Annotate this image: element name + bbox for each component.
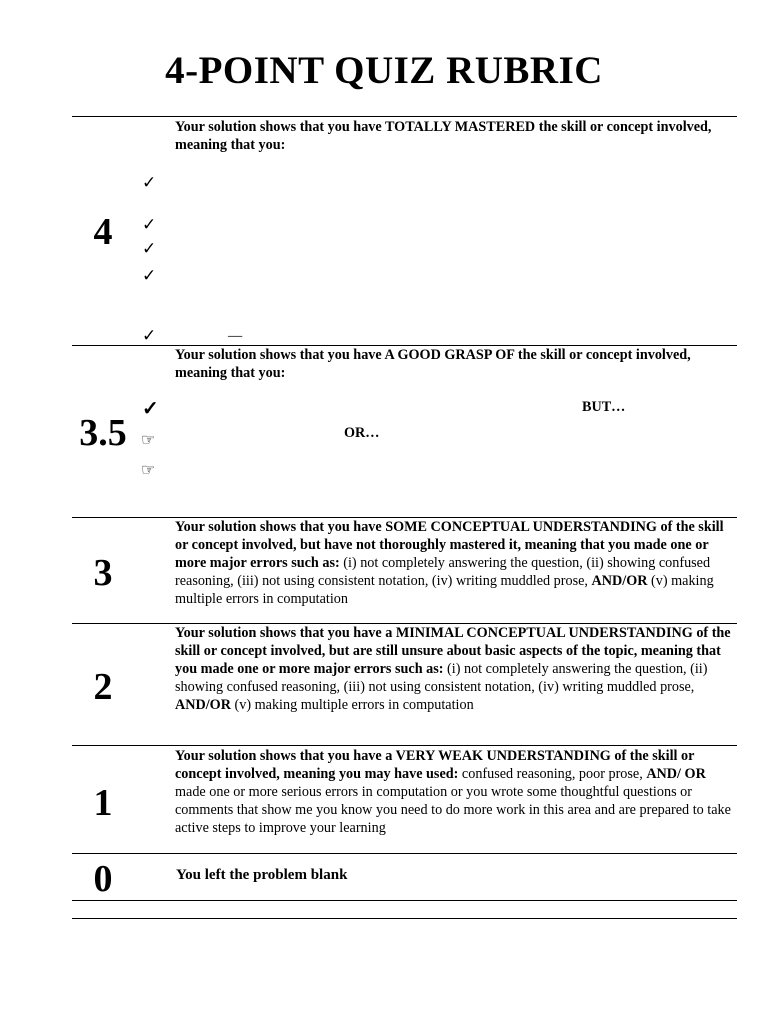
score-label: 3.5 [79, 412, 127, 454]
divider [72, 853, 737, 854]
criteria-lead: Your solution shows that you have SOME CONCEPTUAL UNDERSTANDING of the skill or concept involved, but have not thoroughly mastered it, meaning that you made one or more major errors such as: [175, 519, 724, 571]
score-label: 1 [93, 782, 113, 824]
checkmark-icon: ✓ [142, 398, 159, 420]
dash-mark: — [228, 328, 243, 344]
criteria-text [175, 747, 735, 837]
criteria-detail: (i) not completely answering the question, (ii) showing confused reasoning, (iii) not using consistent notation, (iv) writing muddled prose, [175, 555, 711, 589]
divider [72, 900, 737, 901]
criteria-lead: Your solution shows that you have TOTALLY MASTERED the skill or concept involved, meaning that you: [175, 119, 712, 153]
score-label: 3 [93, 552, 113, 594]
divider [72, 745, 737, 746]
page-title: 4-POINT QUIZ RUBRIC [165, 49, 603, 92]
checkmark-icon: ✓ [142, 173, 157, 192]
and-or-label: AND/OR [591, 573, 648, 589]
but-label: BUT… [582, 399, 626, 415]
score-label: 2 [93, 666, 113, 708]
criteria-text [175, 624, 735, 714]
criteria-lead: Your solution shows that you have a MINIMAL CONCEPTUAL UNDERSTANDING of the skill or concept involved, but are still unsure about basic aspects of the topic, meaning that you made one or more major errors such as: [175, 625, 731, 677]
criteria-lead: Your solution shows that you have a VERY WEAK UNDERSTANDING of the skill or concept involved, meaning you may have used: [175, 748, 695, 782]
and-or-label: AND/OR [175, 697, 231, 713]
criteria-lead: You left the problem blank [176, 867, 348, 883]
and-or-label: AND/ OR [646, 766, 706, 782]
criteria-tail: (v) making multiple errors in computation [175, 573, 714, 607]
checkmark-icon: ✓ [142, 239, 157, 258]
criteria-lead: Your solution shows that you have A GOOD GRASP OF the skill or concept involved, meaning that you: [175, 347, 691, 381]
pointing-hand-icon: ☞ [141, 432, 156, 449]
score-label: 4 [93, 211, 113, 253]
checkmark-icon: ✓ [142, 326, 157, 345]
score-label: 0 [93, 858, 113, 900]
criteria-detail: (i) not completely answering the question, (ii) showing confused reasoning, (iii) not using consistent notation, (iv) writing muddled prose, [175, 661, 708, 695]
divider [72, 116, 737, 117]
or-label: OR… [344, 425, 380, 441]
criteria-tail: (v) making multiple errors in computation [230, 697, 474, 713]
pointing-hand-icon: ☞ [141, 462, 156, 479]
criteria-text [175, 518, 735, 608]
criteria-detail: confused reasoning, poor prose, [458, 766, 647, 782]
criteria-text [175, 346, 735, 382]
criteria-text [175, 118, 735, 154]
checkmark-icon: ✓ [142, 215, 157, 234]
criteria-text [176, 866, 736, 884]
divider [72, 918, 737, 919]
checkmark-icon: ✓ [142, 266, 157, 285]
criteria-tail: made one or more serious errors in computation or you wrote some thoughtful questions or comments that show me you know you need to do more work in this area and are prepared to take active steps to improve your learning [175, 784, 731, 836]
